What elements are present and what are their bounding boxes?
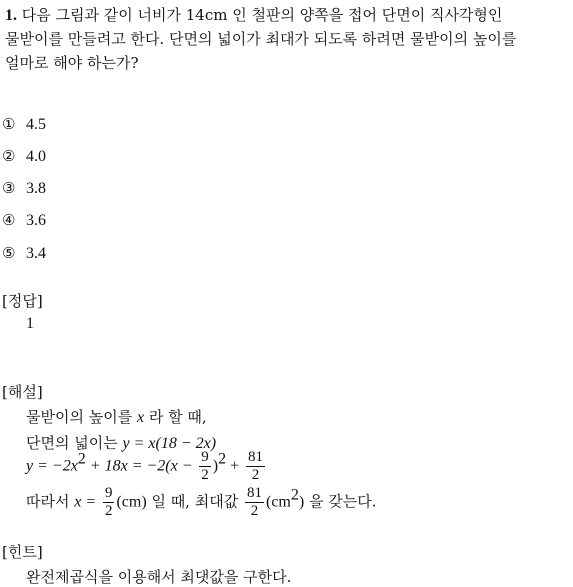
fraction [246, 450, 265, 483]
question-number: 1. [5, 7, 17, 24]
fraction-denominator: 2 [251, 467, 260, 483]
hint-heading: [힌트] [2, 543, 43, 561]
math-variable: x [136, 409, 145, 426]
answer-heading: [정답] [2, 292, 43, 310]
option-marker: ⑤ [2, 244, 16, 262]
unit-text: (cm [265, 493, 291, 511]
explanation-text: 물받이의 높이를 [26, 408, 133, 426]
fraction-denominator: 2 [104, 503, 113, 519]
option-1[interactable] [2, 115, 46, 134]
math-equation: y = x(18 − 2x) [122, 435, 217, 452]
explanation-text: 일 때, 최대값 [151, 492, 239, 511]
math-expression: x = [74, 493, 97, 511]
fraction-numerator: 81 [247, 449, 263, 465]
option-value: 3.4 [26, 245, 46, 262]
math-expression: y = −2x [26, 457, 78, 475]
option-marker: ① [2, 115, 16, 133]
option-marker: ③ [2, 179, 16, 197]
option-3[interactable] [2, 179, 46, 198]
explanation-line-4 [26, 486, 376, 519]
question-text-3: 얼마로 해야 하는가? [5, 54, 139, 72]
fraction [103, 486, 115, 519]
fraction-numerator: 9 [104, 485, 113, 501]
fraction-numerator: 81 [246, 485, 262, 501]
question-line-1 [5, 4, 502, 25]
option-value: 3.6 [26, 212, 46, 229]
math-expression: + [226, 457, 240, 475]
question-text-2: 물받이를 만들려고 한다. 단면의 넓이가 최대가 되도록 하려면 물받이의 높이를 [5, 30, 517, 48]
option-value: 4.0 [26, 148, 46, 165]
option-2[interactable] [2, 147, 46, 166]
explanation-line-1 [26, 406, 207, 427]
explanation-text: 을 갖는다. [308, 492, 377, 511]
explanation-line-3 [26, 450, 267, 483]
math-exponent: 2 [290, 486, 299, 504]
math-expression: ) [212, 457, 219, 475]
answer-value: 1 [26, 315, 34, 332]
fraction [245, 486, 264, 519]
option-marker: ② [2, 147, 16, 165]
explanation-text: 따라서 [26, 492, 70, 511]
explanation-text: 라 할 때, [148, 408, 207, 426]
question-line-3 [5, 52, 139, 73]
fraction-denominator: 2 [201, 467, 209, 483]
question-text-1: 다음 그림과 같이 너비가 14cm 인 철판의 양쪽을 접어 단면이 직사각형인 [21, 6, 503, 24]
hint-text: 완전제곱식을 이용해서 최댓값을 구한다. [26, 568, 292, 586]
option-value: 3.8 [26, 180, 46, 197]
explanation-heading: [해설] [2, 383, 43, 401]
math-expression: + 18x = −2(x − [85, 457, 193, 475]
option-value: 4.5 [26, 116, 46, 133]
math-exponent: 2 [218, 450, 227, 468]
fraction-denominator: 2 [250, 503, 259, 519]
fraction [199, 450, 211, 483]
math-exponent: 2 [77, 450, 86, 468]
explanation-text: 단면의 넓이는 [26, 434, 118, 452]
option-4[interactable] [2, 211, 46, 230]
option-5[interactable] [2, 244, 46, 263]
unit-text: (cm) [116, 493, 147, 511]
option-marker: ④ [2, 211, 16, 229]
question-line-2 [5, 28, 516, 49]
fraction-numerator: 9 [201, 449, 209, 465]
unit-text: ) [298, 493, 305, 511]
